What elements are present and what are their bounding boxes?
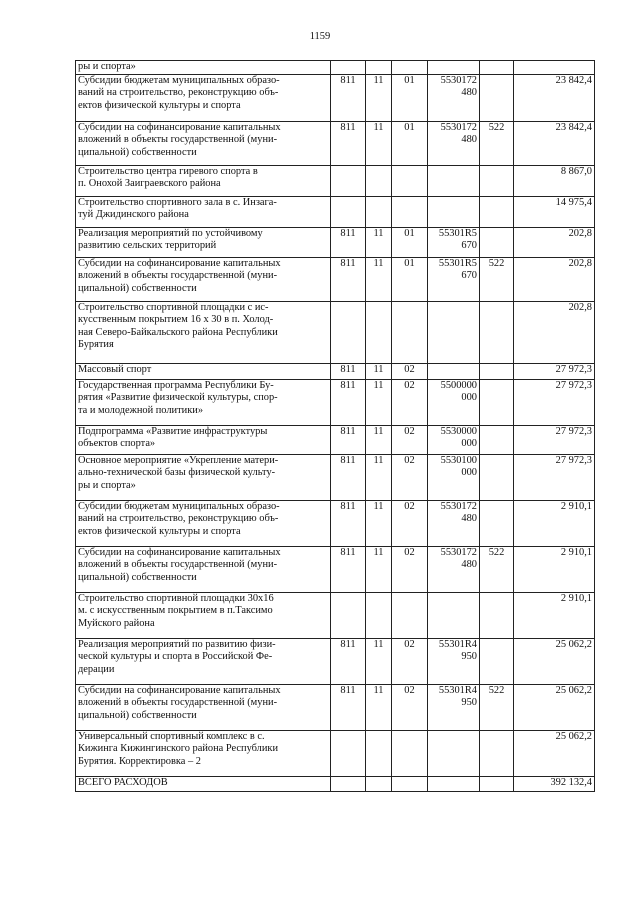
grbs-code-cell: 811 xyxy=(331,685,366,731)
table-row xyxy=(76,777,595,792)
subsection-code-cell xyxy=(392,166,428,197)
amount-cell: 2 910,1 xyxy=(514,547,595,593)
expense-type-cell xyxy=(480,731,514,777)
section-code-cell: 11 xyxy=(366,685,392,731)
table-row xyxy=(76,731,595,777)
target-article-cell: 5530172 480 xyxy=(428,122,480,166)
table-row xyxy=(76,547,595,593)
row-name-cell: Субсидии бюджетам муниципальных образо- ваний на строительство, реконструкцию объ- ектов физической культуры и спорта xyxy=(76,75,331,122)
subsection-code-cell: 01 xyxy=(392,258,428,302)
expense-type-cell xyxy=(480,364,514,380)
page-number: 1159 xyxy=(309,31,331,42)
expense-type-cell: 522 xyxy=(480,122,514,166)
table-row xyxy=(76,639,595,685)
subsection-code-cell: 02 xyxy=(392,426,428,455)
target-article-cell: 55301R5 670 xyxy=(428,258,480,302)
amount-cell: 27 972,3 xyxy=(514,380,595,426)
section-code-cell: 11 xyxy=(366,639,392,685)
section-code-cell: 11 xyxy=(366,501,392,547)
expense-type-cell: 522 xyxy=(480,547,514,593)
amount-cell: 23 842,4 xyxy=(514,122,595,166)
expense-type-cell: 522 xyxy=(480,685,514,731)
row-name-cell: ры и спорта» xyxy=(76,61,331,75)
section-code-cell xyxy=(366,197,392,228)
section-code-cell: 11 xyxy=(366,426,392,455)
table-row xyxy=(76,302,595,364)
target-article-cell xyxy=(428,364,480,380)
grbs-code-cell: 811 xyxy=(331,75,366,122)
amount-cell: 25 062,2 xyxy=(514,639,595,685)
amount-cell: 23 842,4 xyxy=(514,75,595,122)
subsection-code-cell: 02 xyxy=(392,547,428,593)
amount-cell: 202,8 xyxy=(514,302,595,364)
target-article-cell: 5530172 480 xyxy=(428,75,480,122)
expense-type-cell xyxy=(480,197,514,228)
row-name-cell: Универсальный спортивный комплекс в с. Кижинга Кижингинского района Республики Бурятия. Корректировка – 2 xyxy=(76,731,331,777)
subsection-code-cell: 02 xyxy=(392,455,428,501)
amount-cell: 202,8 xyxy=(514,228,595,258)
grbs-code-cell: 811 xyxy=(331,455,366,501)
amount-cell: 2 910,1 xyxy=(514,501,595,547)
grbs-code-cell xyxy=(331,166,366,197)
table-row xyxy=(76,501,595,547)
table-row xyxy=(76,122,595,166)
row-name-cell: Государственная программа Республики Бу- рятия «Развитие физической культуры, спор- та и молодежной политики» xyxy=(76,380,331,426)
subsection-code-cell: 02 xyxy=(392,380,428,426)
section-code-cell xyxy=(366,731,392,777)
grbs-code-cell xyxy=(331,302,366,364)
grbs-code-cell: 811 xyxy=(331,258,366,302)
row-name-cell: Субсидии на софинансирование капитальных вложений в объекты государственной (муни- ципальной) собственности xyxy=(76,685,331,731)
section-code-cell xyxy=(366,61,392,75)
amount-cell: 202,8 xyxy=(514,258,595,302)
section-code-cell xyxy=(366,302,392,364)
grbs-code-cell xyxy=(331,593,366,639)
subsection-code-cell: 02 xyxy=(392,685,428,731)
table-row xyxy=(76,455,595,501)
grbs-code-cell xyxy=(331,731,366,777)
expense-type-cell xyxy=(480,455,514,501)
table-row xyxy=(76,426,595,455)
expense-type-cell xyxy=(480,426,514,455)
target-article-cell xyxy=(428,731,480,777)
budget-table xyxy=(75,60,595,792)
target-article-cell: 5530172 480 xyxy=(428,547,480,593)
amount-cell: 27 972,3 xyxy=(514,455,595,501)
table-row xyxy=(76,61,595,75)
section-code-cell xyxy=(366,777,392,792)
table-row xyxy=(76,258,595,302)
target-article-cell: 55301R5 670 xyxy=(428,228,480,258)
table-row xyxy=(76,593,595,639)
subsection-code-cell xyxy=(392,731,428,777)
subsection-code-cell xyxy=(392,197,428,228)
table-row xyxy=(76,685,595,731)
row-name-cell: Строительство спортивного зала в с. Инзага- туй Джидинского района xyxy=(76,197,331,228)
amount-cell: 8 867,0 xyxy=(514,166,595,197)
expense-type-cell xyxy=(480,380,514,426)
grbs-code-cell: 811 xyxy=(331,547,366,593)
subsection-code-cell: 02 xyxy=(392,501,428,547)
amount-cell xyxy=(514,61,595,75)
grbs-code-cell: 811 xyxy=(331,639,366,685)
target-article-cell xyxy=(428,302,480,364)
amount-cell: 27 972,3 xyxy=(514,364,595,380)
section-code-cell: 11 xyxy=(366,547,392,593)
grbs-code-cell: 811 xyxy=(331,380,366,426)
row-name-cell: Реализация мероприятий по устойчивому развитию сельских территорий xyxy=(76,228,331,258)
budget-table-body xyxy=(76,61,595,792)
table-row xyxy=(76,380,595,426)
expense-type-cell xyxy=(480,61,514,75)
subsection-code-cell: 01 xyxy=(392,122,428,166)
amount-cell: 2 910,1 xyxy=(514,593,595,639)
row-name-cell: Строительство центра гиревого спорта в п. Онохой Заиграевского района xyxy=(76,166,331,197)
row-name-cell: Субсидии на софинансирование капитальных вложений в объекты государственной (муни- ципальной) собственности xyxy=(76,547,331,593)
target-article-cell: 5530172 480 xyxy=(428,501,480,547)
expense-type-cell xyxy=(480,75,514,122)
table-row xyxy=(76,197,595,228)
row-name-cell: ВСЕГО РАСХОДОВ xyxy=(76,777,331,792)
table-row xyxy=(76,228,595,258)
section-code-cell: 11 xyxy=(366,75,392,122)
section-code-cell: 11 xyxy=(366,228,392,258)
target-article-cell: 55301R4 950 xyxy=(428,685,480,731)
target-article-cell xyxy=(428,197,480,228)
table-row xyxy=(76,166,595,197)
subsection-code-cell: 02 xyxy=(392,364,428,380)
target-article-cell: 5530100 000 xyxy=(428,455,480,501)
expense-type-cell xyxy=(480,639,514,685)
subsection-code-cell xyxy=(392,61,428,75)
target-article-cell xyxy=(428,166,480,197)
amount-cell: 25 062,2 xyxy=(514,685,595,731)
grbs-code-cell: 811 xyxy=(331,501,366,547)
table-row xyxy=(76,364,595,380)
table-row xyxy=(76,75,595,122)
grbs-code-cell: 811 xyxy=(331,364,366,380)
section-code-cell: 11 xyxy=(366,455,392,501)
subsection-code-cell: 02 xyxy=(392,639,428,685)
subsection-code-cell xyxy=(392,777,428,792)
subsection-code-cell xyxy=(392,302,428,364)
amount-cell: 25 062,2 xyxy=(514,731,595,777)
grbs-code-cell: 811 xyxy=(331,426,366,455)
expense-type-cell xyxy=(480,166,514,197)
target-article-cell xyxy=(428,593,480,639)
grbs-code-cell xyxy=(331,197,366,228)
row-name-cell: Основное мероприятие «Укрепление матери- ально-технической базы физической культу- ры и спорта» xyxy=(76,455,331,501)
target-article-cell: 5530000 000 xyxy=(428,426,480,455)
section-code-cell: 11 xyxy=(366,380,392,426)
row-name-cell: Подпрограмма «Развитие инфраструктуры объектов спорта» xyxy=(76,426,331,455)
amount-cell: 14 975,4 xyxy=(514,197,595,228)
expense-type-cell xyxy=(480,593,514,639)
subsection-code-cell: 01 xyxy=(392,228,428,258)
subsection-code-cell xyxy=(392,593,428,639)
expense-type-cell: 522 xyxy=(480,258,514,302)
expense-type-cell xyxy=(480,777,514,792)
section-code-cell: 11 xyxy=(366,364,392,380)
grbs-code-cell: 811 xyxy=(331,122,366,166)
row-name-cell: Массовый спорт xyxy=(76,364,331,380)
section-code-cell: 11 xyxy=(366,122,392,166)
amount-cell: 27 972,3 xyxy=(514,426,595,455)
subsection-code-cell: 01 xyxy=(392,75,428,122)
grbs-code-cell xyxy=(331,61,366,75)
row-name-cell: Реализация мероприятий по развитию физи- ческой культуры и спорта в Российской Фе- дерации xyxy=(76,639,331,685)
expense-type-cell xyxy=(480,501,514,547)
expense-type-cell xyxy=(480,302,514,364)
row-name-cell: Субсидии на софинансирование капитальных вложений в объекты государственной (муни- ципальной) собственности xyxy=(76,258,331,302)
row-name-cell: Субсидии бюджетам муниципальных образо- ваний на строительство, реконструкцию объ- ектов физической культуры и спорта xyxy=(76,501,331,547)
expense-type-cell xyxy=(480,228,514,258)
grbs-code-cell xyxy=(331,777,366,792)
amount-cell: 392 132,4 xyxy=(514,777,595,792)
section-code-cell: 11 xyxy=(366,258,392,302)
section-code-cell xyxy=(366,593,392,639)
target-article-cell xyxy=(428,777,480,792)
target-article-cell: 5500000 000 xyxy=(428,380,480,426)
grbs-code-cell: 811 xyxy=(331,228,366,258)
row-name-cell: Субсидии на софинансирование капитальных вложений в объекты государственной (муни- ципальной) собственности xyxy=(76,122,331,166)
target-article-cell: 55301R4 950 xyxy=(428,639,480,685)
row-name-cell: Строительство спортивной площадки с ис- кусственным покрытием 16 х 30 в п. Холод- ная Северо-Байкальского района Республики Бурятия xyxy=(76,302,331,364)
target-article-cell xyxy=(428,61,480,75)
section-code-cell xyxy=(366,166,392,197)
row-name-cell: Строительство спортивной площадки 30х16 м. с искусственным покрытием в п.Таксимо Муйского района xyxy=(76,593,331,639)
